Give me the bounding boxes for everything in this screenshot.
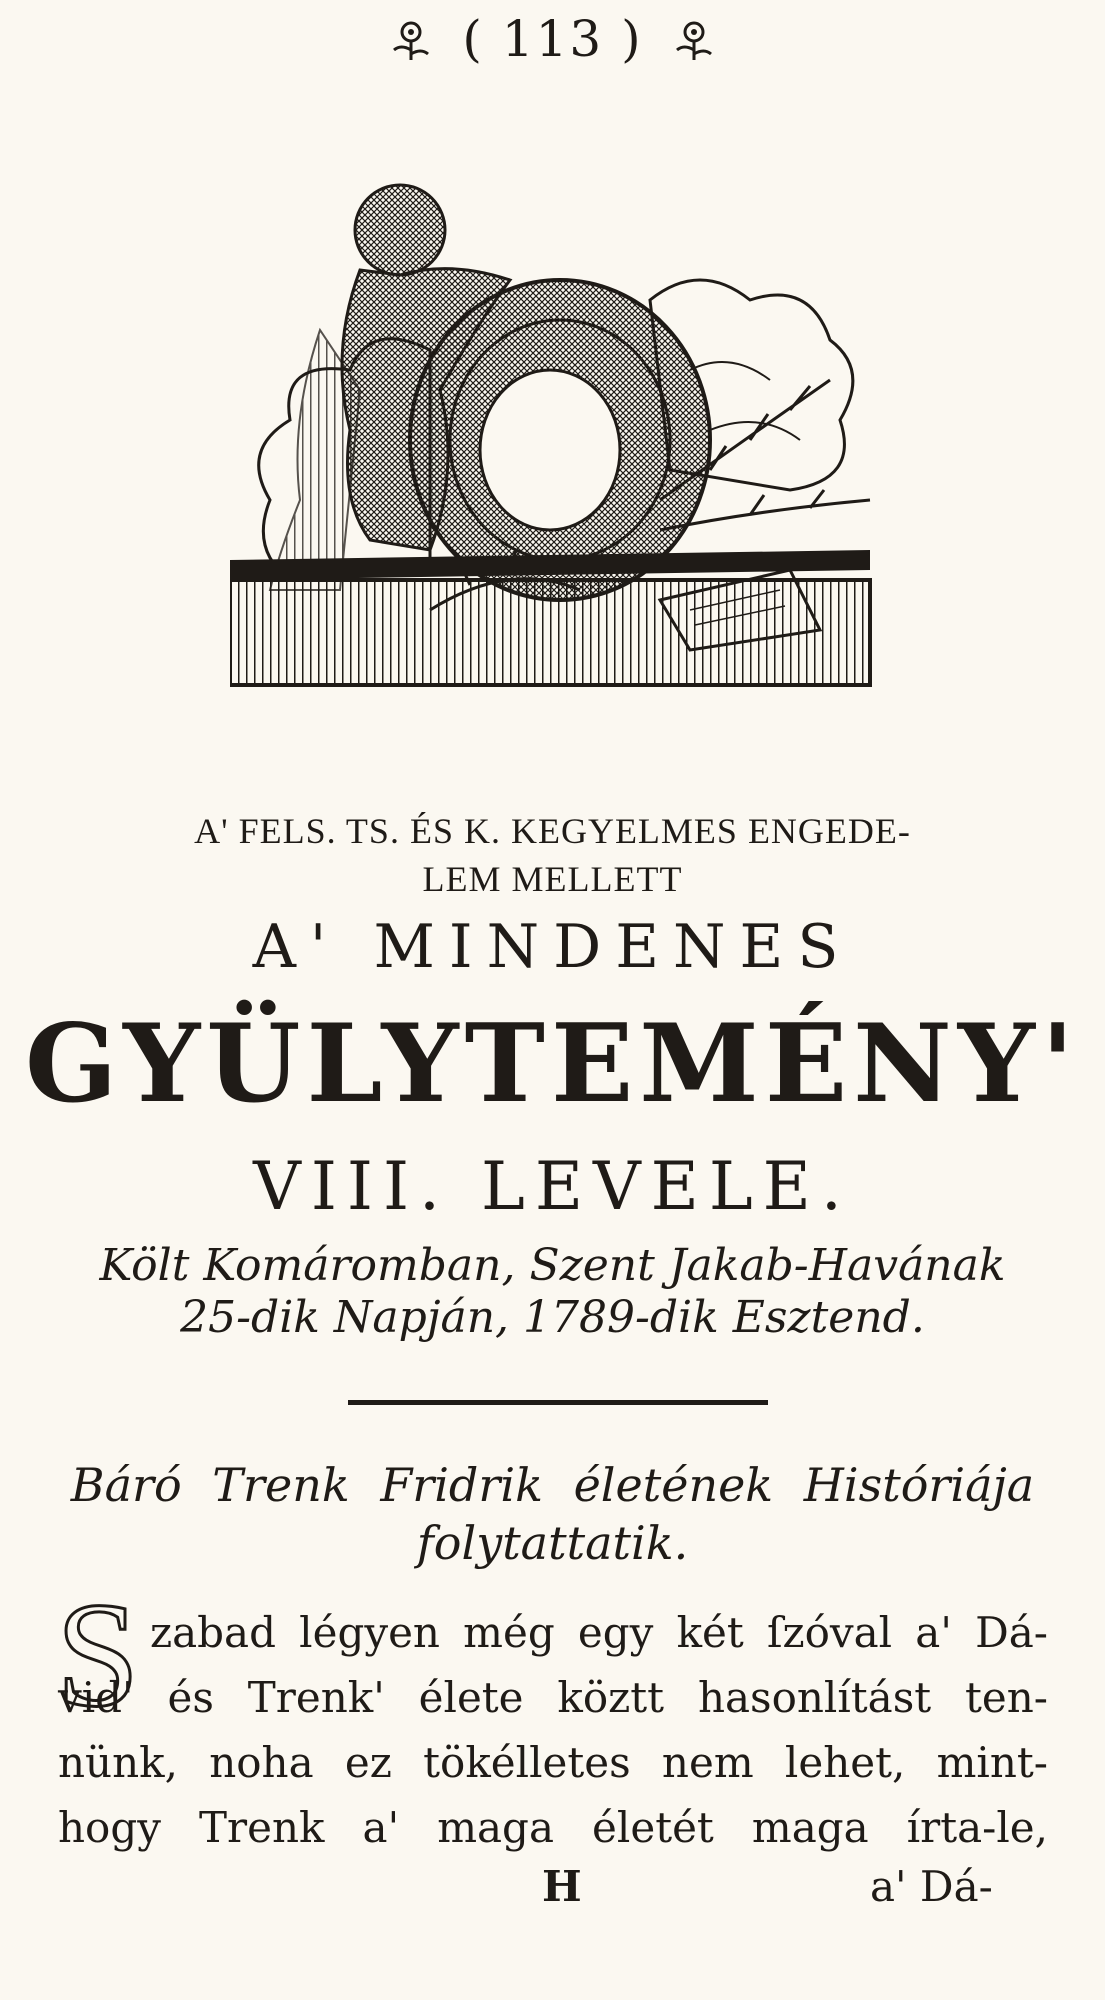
cherub-vignette-illustration (230, 170, 890, 690)
body-line: nünk, noha ez tökélletes nem lehet, mint- (58, 1738, 1048, 1787)
title-permission-line-1: A' FELS. TS. ÉS K. KEGYELMES ENGEDE- (194, 811, 911, 851)
divider-rule (348, 1400, 768, 1405)
title-main: GYÜLYTEMÉNY' (24, 1001, 1081, 1127)
catchword: a' Dá- (870, 1862, 993, 1911)
page-number: ( 113 ) (462, 10, 643, 68)
subheading-line-2: folytattatik. (416, 1516, 689, 1570)
imprint-line-1: Költ Komáromban, Szent Jakab-Havának (99, 1240, 1006, 1291)
body-line: zabad légyen még egy két ſzóval a' Dá- (150, 1608, 1048, 1657)
flower-ornament-right-icon (669, 14, 719, 64)
imprint-line-2: 25-dik Napján, 1789-dik Esztend. (180, 1292, 925, 1343)
flower-ornament-left-icon (386, 14, 436, 64)
title-issue-number: VIII. LEVELE. (253, 1148, 852, 1225)
signature-mark: H (542, 1862, 582, 1911)
subheading-line-1: Báró Trenk Fridrik életének Históriája (70, 1458, 1035, 1512)
drop-cap: S (56, 1572, 140, 1738)
body-line: vid' és Trenk' élete köztt hasonlítást ten- (58, 1673, 1048, 1722)
body-line: hogy Trenk a' maga életét maga írta-le, (58, 1803, 1048, 1852)
page-header (0, 10, 1105, 68)
title-permission-line-2: LEM MELLETT (422, 859, 683, 899)
title-mindenes: A' MINDENES (252, 912, 853, 982)
